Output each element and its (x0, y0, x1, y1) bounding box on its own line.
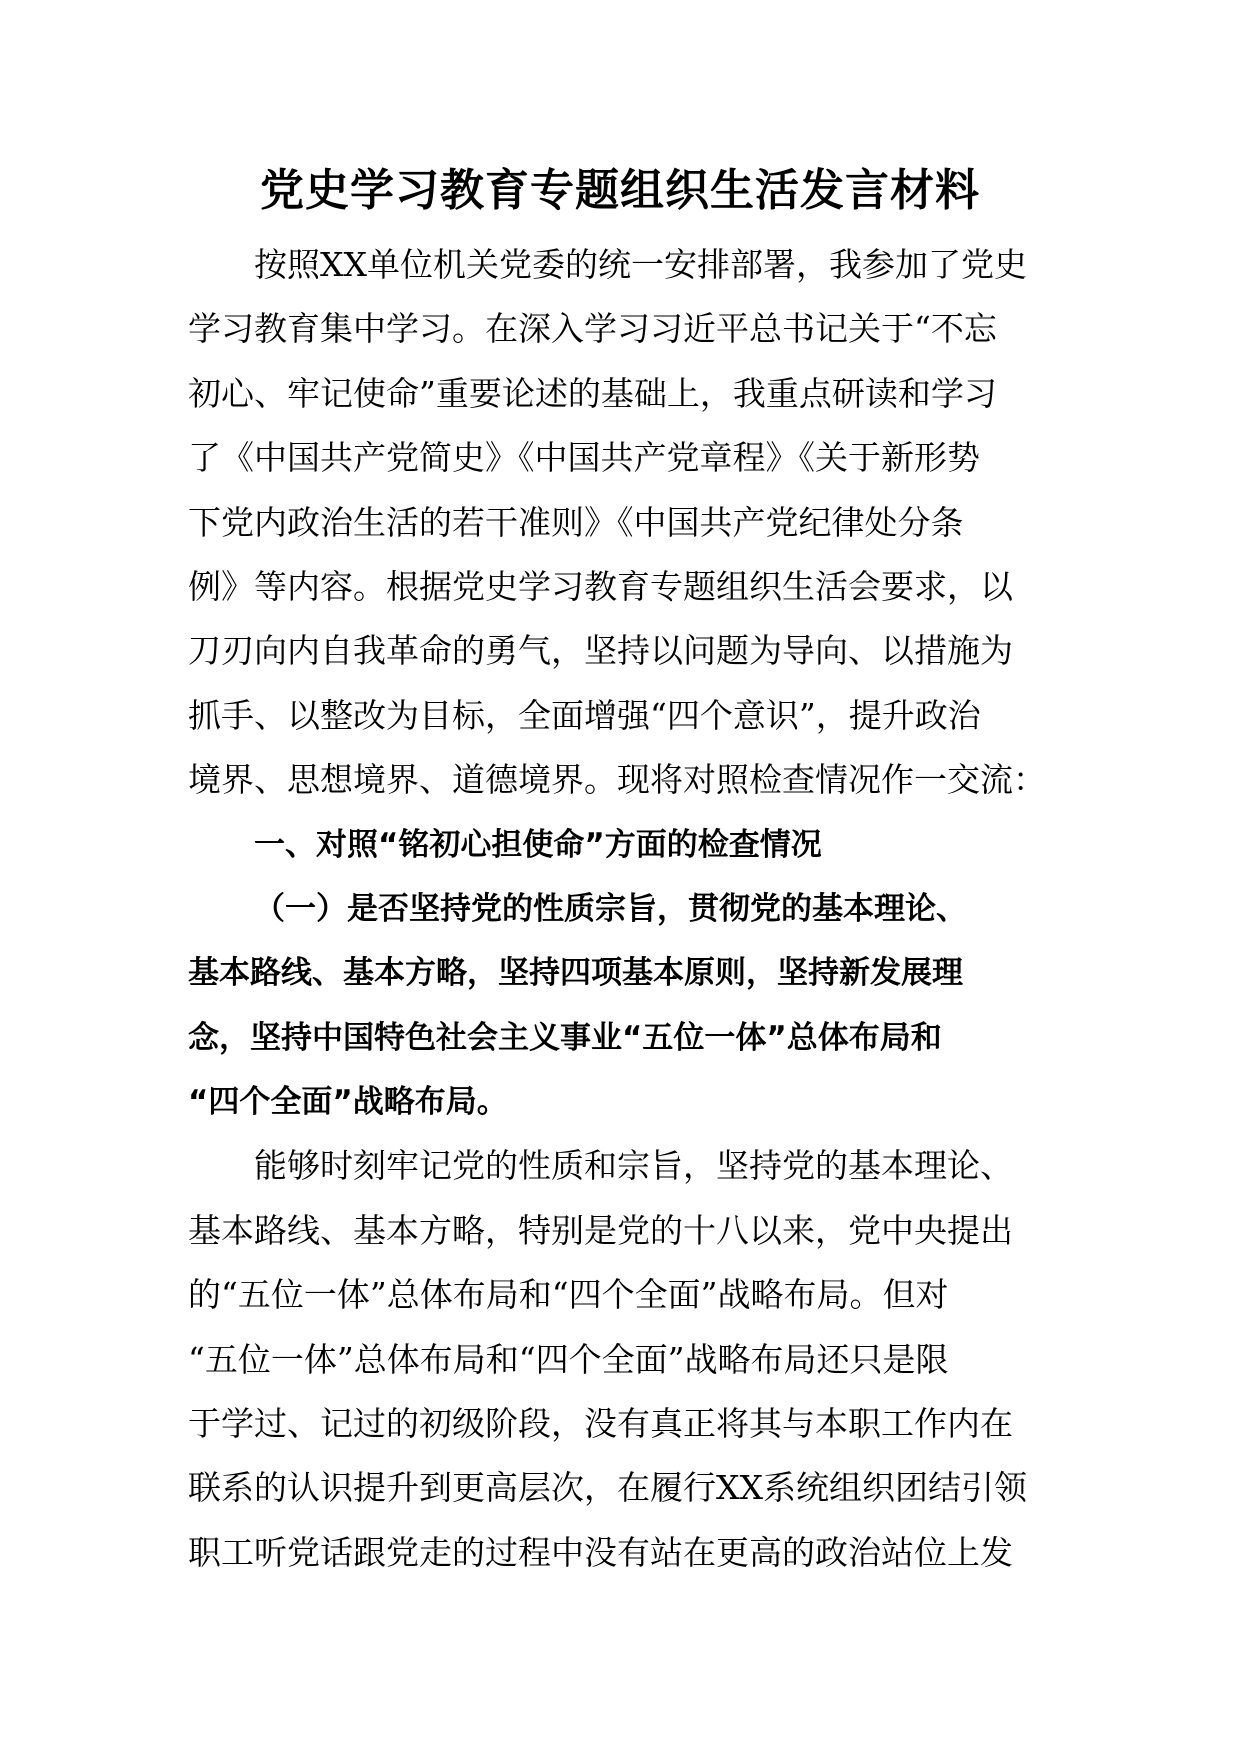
paragraph-line: 下党内政治生活的若干准则》《中国共产党纪律处分条 (188, 502, 964, 542)
paragraph-line: 刀刃向内自我革命的勇气，坚持以问题为导向、以措施为 (188, 631, 1013, 671)
paragraph-line: 联系的认识提升到更高层次，在履行XX系统组织团结引领 (188, 1468, 1027, 1508)
document-body (188, 233, 1054, 1585)
paragraph-line: 初心、牢记使命”重要论述的基础上，我重点研读和学习 (188, 373, 997, 413)
paragraph-line: 了《中国共产党简史》《中国共产党章程》《关于新形势 (188, 438, 980, 478)
paragraph-line: 于学过、记过的初级阶段，没有真正将其与本职工作内在 (188, 1404, 1013, 1444)
heading-line: 一、对照“铭初心担使命”方面的检查情况 (254, 826, 822, 863)
paragraph-line: 抓手、以整改为目标，全面增强“四个意识”，提升政治 (188, 695, 981, 735)
paragraph-line: 的“五位一体”总体布局和“四个全面”战略布局。但对 (188, 1275, 949, 1315)
paragraph-line: “五位一体”总体布局和“四个全面”战略布局还只是限 (188, 1339, 949, 1379)
paragraph-line: 境界、思想境界、道德境界。现将对照检查情况作一交流： (188, 760, 1046, 800)
heading-line: 基本路线、基本方略，坚持四项基本原则，坚持新发展理 (188, 955, 963, 992)
paragraph-line: 例》等内容。根据党史学习教育专题组织生活会要求，以 (188, 566, 1013, 606)
heading-line: （一）是否坚持党的性质宗旨，贯彻党的基本理论、 (254, 890, 967, 927)
paragraph-line: 学习教育集中学习。在深入学习习近平总书记关于“不忘 (188, 309, 997, 349)
paragraph-line: 按照XX单位机关党委的统一安排部署，我参加了党史 (254, 245, 1027, 284)
heading-line: 念，坚持中国特色社会主义事业“五位一体”总体布局和 (188, 1019, 942, 1056)
paragraph-line: 能够时刻牢记党的性质和宗旨，坚持党的基本理论、 (254, 1146, 1013, 1186)
heading-line: “四个全面”战略布局。 (188, 1084, 508, 1121)
document-title: 党史学习教育专题组织生活发言材料 (260, 165, 980, 216)
paragraph-line: 基本路线、基本方略，特别是党的十八以来，党中央提出 (188, 1210, 1013, 1250)
paragraph-line: 职工听党话跟党走的过程中没有站在更高的政治站位上发 (188, 1532, 1013, 1572)
